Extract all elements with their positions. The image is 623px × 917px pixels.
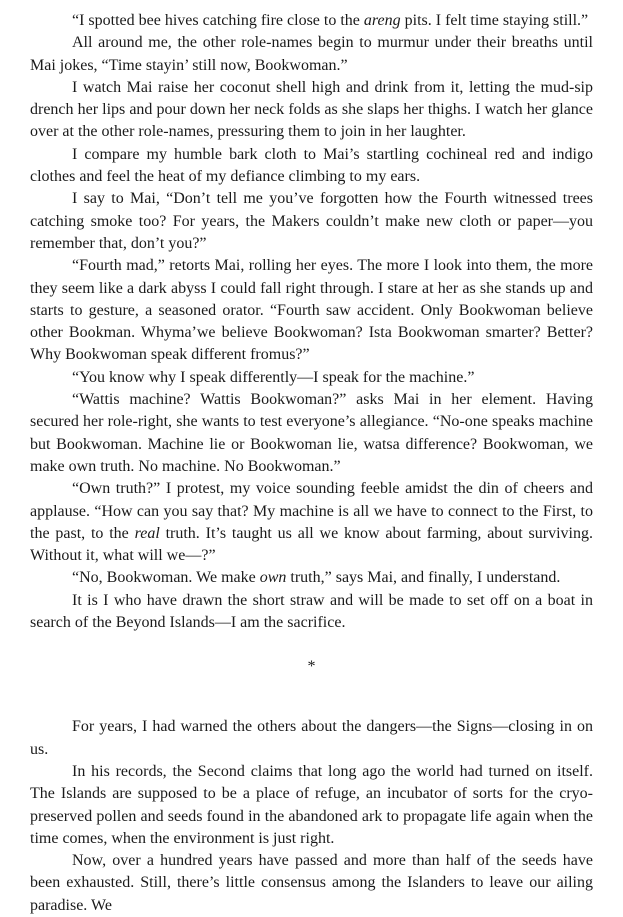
text-run: “I spotted bee hives catching fire close to the [72, 12, 364, 29]
text-run: I watch Mai raise her coconut shell high and drink from it, letting the mud-sip drench her lips and pour down her neck folds as she slaps her thighs. I watch her glance over at the other role-names, pressuring them to join in her laughter. [30, 78, 593, 141]
paragraph [30, 367, 593, 389]
paragraph [30, 389, 593, 478]
text-run: pits. I felt time staying still.” [400, 12, 589, 29]
text-run: “Own truth?” I protest, my voice sounding feeble amidst the din of cheers and applause. “How can you say that? My machine is all we have to connect to the First, to the past, to the [30, 480, 593, 542]
spacer [30, 634, 593, 656]
paragraph [30, 144, 593, 189]
italic-word: areng [363, 12, 401, 29]
section-one [30, 10, 593, 634]
text-run: It is I who have drawn the short straw and will be made to set off on a boat in search of the Beyond Islands—I am the sacrifice. [30, 591, 593, 632]
text-run: “Fourth mad,” retorts Mai, rolling her eyes. The more I look into them, the more they seem like a dark abyss I could fall right through. I stare at her as she stands up and starts to gesture, a seasoned orator. “Fourth saw accident. Only Bookwoman believe other Bookman. Whyma’we believe Bookwoman? Ista Bookwoman smarter? Better? Why Bookwoman speak different fromus?” [30, 257, 593, 364]
section-two [30, 716, 593, 917]
paragraph [30, 478, 593, 567]
paragraph [30, 32, 593, 77]
italic-word: real [134, 524, 160, 542]
text-run: truth,” says Mai, and finally, I understand. [286, 569, 561, 587]
italic-word: own [259, 569, 287, 587]
text-run: Now, over a hundred years have passed and more than half of the seeds have been exhausted. Still, there’s little consensus among the Islanders to leave our ailing paradise. We [30, 852, 593, 914]
paragraph [30, 590, 593, 635]
text-run: All around me, the other role-names begin to murmur under their breaths until Mai jokes, “Time stayin’ still now, Bookwoman.” [30, 34, 593, 74]
text-run: “No, Bookwoman. We make [72, 569, 260, 587]
paragraph [30, 188, 593, 255]
text-run: I compare my humble bark cloth to Mai’s startling cochineal red and indigo clothes and feel the heat of my defiance climbing to my ears. [30, 145, 593, 186]
text-run: For years, I had warned the others about the dangers—the Signs—closing in on us. [30, 718, 593, 758]
text-run: “You know why I speak differently—I speak for the machine.” [72, 368, 475, 386]
paragraph [30, 567, 593, 589]
paragraph [30, 10, 593, 32]
paragraph [30, 761, 593, 850]
paragraph [30, 77, 593, 144]
text-run: truth. It’s taught us all we know about farming, about surviving. Without it, what will we—?” [30, 524, 593, 565]
text-run: I say to Mai, “Don’t tell me you’ve forgotten how the Fourth witnessed trees catching smoke too? For years, the Makers couldn’t make new cloth or paper—you remember that, don’t you?” [30, 190, 593, 252]
paragraph [30, 716, 593, 761]
text-run: In his records, the Second claims that long ago the world had turned on itself. The Islands are supposed to be a place of refuge, an incubator of sorts for the cryo-preserved pollen and seeds found in the abandoned ark to propagate life again when the time comes, when the environment is just right. [30, 762, 593, 847]
text-run: “Wattis machine? Wattis Bookwoman?” asks Mai in her element. Having secured her role-right, she wants to test everyone’s allegiance. “No-one speaks machine but Bookwoman. Machine lie or Bookwoman lie, watsa difference? Bookwoman, we make own truth. No machine. No Bookwoman.” [30, 391, 593, 475]
paragraph [30, 850, 593, 917]
paragraph [30, 255, 593, 366]
section-separator: * [307, 658, 316, 676]
spacer [30, 678, 593, 716]
